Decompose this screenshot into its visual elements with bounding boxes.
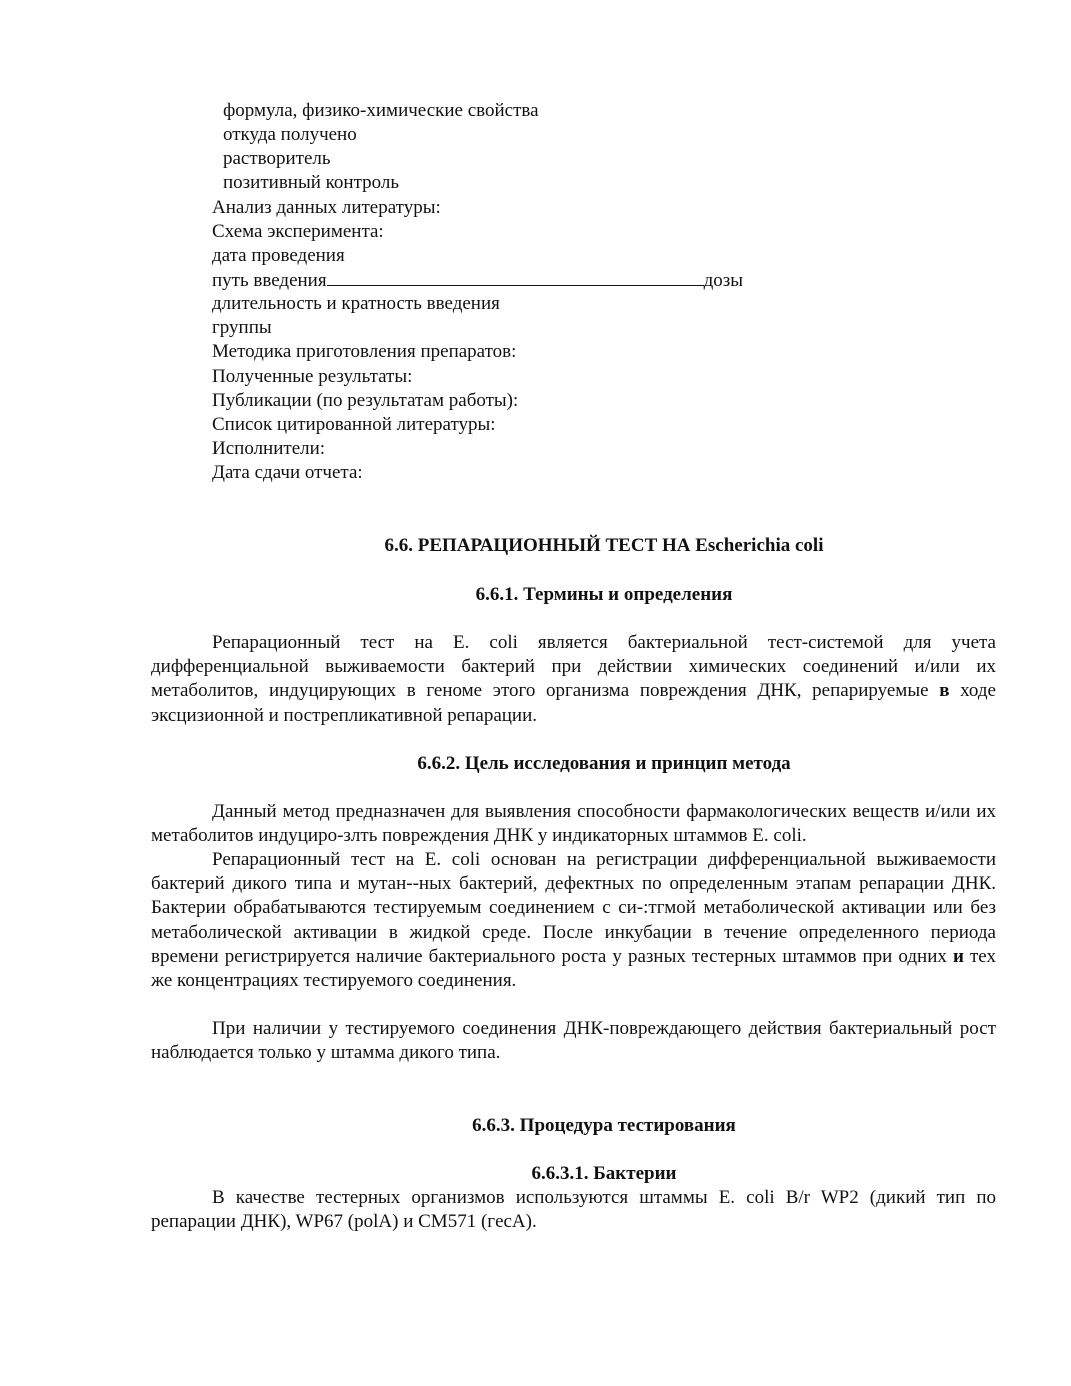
list-item-solvent: растворитель bbox=[223, 148, 331, 169]
field-references: Список цитированной литературы: bbox=[212, 414, 496, 435]
field-literature-analysis: Анализ данных литературы: bbox=[212, 197, 441, 218]
list-item-formula: формула, физико-химические свойства bbox=[223, 100, 539, 121]
field-date: дата проведения bbox=[212, 245, 345, 266]
paragraph-definition-bold: в bbox=[939, 680, 950, 702]
paragraph-principle-text-b: тех же концентрациях тестируемого соединения. bbox=[151, 945, 996, 992]
paragraph-principle bbox=[151, 848, 996, 993]
field-preparation-method: Методика приготовления препаратов: bbox=[212, 341, 517, 362]
field-results: Полученные результаты: bbox=[212, 366, 413, 387]
subsection-title-procedure: 6.6.3. Процедура тестирования bbox=[472, 1115, 736, 1136]
paragraph-definition bbox=[151, 631, 996, 728]
subsection-title-purpose: 6.6.2. Цель исследования и принцип метода bbox=[417, 753, 791, 774]
field-doses-label: дозы bbox=[703, 270, 744, 291]
paragraph-principle-text-a: Репарационный тест на E. coli основан на регистрации дифференциальной выживаемости бактерий дикого типа и мутан--ных бактерий, дефектных по определенным этапам репарации ДНК. Бактерии обрабатываются тестируемым соединением с си-:тгмой метаболической активации или без метаболической активации в жидкой среде. После инкубации в течение определенного периода времени регистрируется наличие бактериального роста у разных тестерных штаммов при одних bbox=[151, 849, 996, 967]
blank-underline bbox=[327, 268, 704, 286]
field-route-label: путь введения bbox=[212, 270, 327, 291]
paragraph-definition-text-a: Репарационный тест на E. coli является бактериальной тест-системой для учета дифференциальной выживаемости бактерий при действии химических соединений и/или их метаболитов, индуцирующих в геноме этого организма повреждения ДНК, репарируемые bbox=[151, 632, 996, 702]
subsection-title-bacteria: 6.6.3.1. Бактерии bbox=[531, 1163, 677, 1184]
subsection-title-terms: 6.6.1. Термины и определения bbox=[475, 584, 733, 605]
field-report-date: Дата сдачи отчета: bbox=[212, 462, 363, 483]
paragraph-purpose: Данный метод предназначен для выявления способности фармакологических веществ и/или их метаболитов индуциро-злть повреждения ДНК у индикаторных штаммов E. coli. bbox=[151, 801, 996, 847]
section-title: 6.6. РЕПАРАЦИОННЫЙ ТЕСТ НА Escherichia coli bbox=[384, 535, 824, 556]
paragraph-bacteria: В качестве тестерных организмов используются штаммы E. coli B/r WP2 (дикий тип по репарации ДНК), WP67 (polA) и CM571 (гecA). bbox=[151, 1187, 996, 1233]
list-item-source: откуда получено bbox=[223, 124, 357, 145]
paragraph-definition-text-b: ходе эксцизионной и пострепликативной репарации. bbox=[151, 680, 996, 726]
field-groups: группы bbox=[212, 317, 272, 338]
field-executors: Исполнители: bbox=[212, 438, 326, 459]
field-duration: длительность и кратность введения bbox=[212, 293, 500, 314]
paragraph-principle-bold: и bbox=[952, 945, 964, 967]
paragraph-growth: При наличии у тестируемого соединения ДНК-повреждающего действия бактериальный рост наблюдается только у штамма дикого типа. bbox=[151, 1018, 996, 1064]
field-route-line bbox=[212, 268, 743, 293]
field-experiment-scheme: Схема эксперимента: bbox=[212, 221, 384, 242]
field-publications: Публикации (по результатам работы): bbox=[212, 390, 519, 411]
list-item-positive-control: позитивный контроль bbox=[223, 172, 400, 193]
